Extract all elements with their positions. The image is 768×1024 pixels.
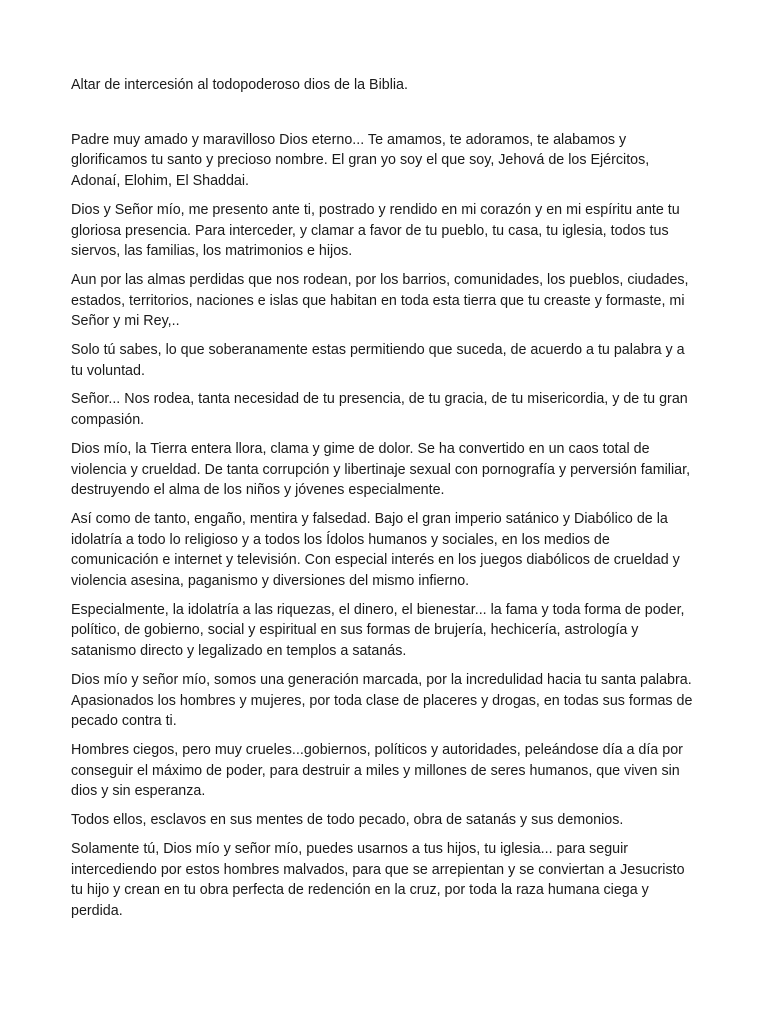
- paragraph-6: Dios mío, la Tierra entera llora, clama y gime de dolor. Se ha convertido en un caos total de violencia y crueldad. De tanta corrupción y libertinaje sexual con pornografía y perversión familiar, destruyendo el alma de los niños y jóvenes especialmente.: [71, 440, 691, 499]
- paragraph-12: Solamente tú, Dios mío y señor mío, puedes usarnos a tus hijos, tu iglesia... para seguir intercediendo por estos hombres malvados, para que se arrepientan y se conviertan a Jesucristo tu hijo y crean en tu obra perfecta de redención en la cruz, por toda la raza humana ciega y perdida.: [71, 840, 685, 919]
- paragraph-2: Dios y Señor mío, me presento ante ti, postrado y rendido en mi corazón y en mi espíritu ante tu gloriosa presencia. Para interceder, y clamar a favor de tu pueblo, tu casa, tu iglesia, todos tus siervos, las familias, los matrimonios e hijos.: [71, 201, 680, 260]
- paragraph-11: Todos ellos, esclavos en sus mentes de todo pecado, obra de satanás y sus demonios.: [71, 812, 624, 829]
- paragraph-7: Así como de tanto, engaño, mentira y falsedad. Bajo el gran imperio satánico y Diabólico de la idolatría a todo lo religioso y a todos los Ídolos humanos y sociales, en los medios de comunicación e internet y televisión. Con especial interés en los juegos diabólicos de crueldad y violencia asesina, paganismo y diversiones del mismo infierno.: [71, 510, 680, 590]
- paragraph-3: Aun por las almas perdidas que nos rodean, por los barrios, comunidades, los pueblos, ciudades, estados, territorios, naciones e islas que habitan en toda esta tierra que tu creaste y formaste, mi Señor y mi Rey,..: [71, 271, 689, 330]
- document-title: Altar de intercesión al todopoderoso dios de la Biblia.: [71, 77, 408, 93]
- paragraph-5: Señor... Nos rodea, tanta necesidad de tu presencia, de tu gracia, de tu misericordia, y de tu gran compasión.: [71, 391, 688, 429]
- paragraph-4: Solo tú sabes, lo que soberanamente estas permitiendo que suceda, de acuerdo a tu palabra y a tu voluntad.: [71, 342, 685, 379]
- paragraph-9: Dios mío y señor mío, somos una generación marcada, por la incredulidad hacia tu santa palabra. Apasionados los hombres y mujeres, por toda clase de placeres y drogas, en todas sus formas de pecado contra ti.: [71, 671, 693, 730]
- paragraph-10: Hombres ciegos, pero muy crueles...gobiernos, políticos y autoridades, peleándose día a día por conseguir el máximo de poder, para destruir a miles y millones de seres humanos, que viven sin dios y sin esperanza.: [71, 741, 683, 800]
- paragraph-8: Especialmente, la idolatría a las riquezas, el dinero, el bienestar... la fama y toda forma de poder, político, de gobierno, social y espiritual en sus formas de brujería, hechicería, astrología y satanismo directo y legalizado en templos a satanás.: [71, 601, 685, 660]
- paragraph-1: Padre muy amado y maravilloso Dios eterno... Te amamos, te adoramos, te alabamos y glorificamos tu santo y precioso nombre. El gran yo soy el que soy, Jehová de los Ejércitos, Adonaí, Elohim, El Shaddai.: [71, 131, 650, 190]
